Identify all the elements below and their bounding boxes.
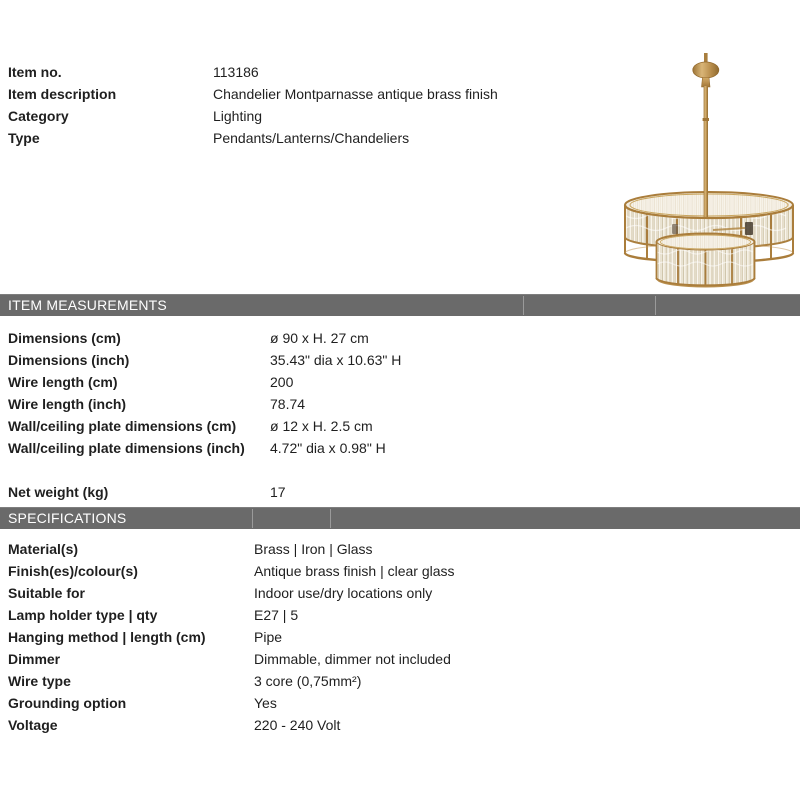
info-label: Item no.	[8, 64, 62, 80]
spec-value: Pipe	[254, 629, 283, 645]
info-label: Item description	[8, 86, 117, 102]
info-label: Type	[8, 130, 40, 146]
spec-row	[0, 714, 800, 736]
spec-label: Dimmer	[8, 651, 61, 667]
spec-label: Finish(es)/colour(s)	[8, 563, 138, 579]
spec-label: Lamp holder type | qty	[8, 607, 158, 623]
spec-value: E27 | 5	[254, 607, 299, 623]
item-measurements-title: ITEM MEASUREMENTS	[8, 297, 167, 313]
info-value: Pendants/Lanterns/Chandeliers	[213, 130, 410, 146]
spec-row	[0, 692, 800, 714]
measurement-row	[0, 415, 800, 437]
spec-value: 3 core (0,75mm²)	[254, 673, 362, 689]
measurement-row	[0, 371, 800, 393]
spec-row	[0, 538, 800, 560]
info-value: Chandelier Montparnasse antique brass finish	[213, 86, 498, 102]
measurement-label: Dimensions (cm)	[8, 330, 121, 346]
spec-row	[0, 560, 800, 582]
specifications-table	[0, 538, 800, 736]
spec-label: Hanging method | length (cm)	[8, 629, 206, 645]
spec-value: Yes	[254, 695, 277, 711]
spec-value: Antique brass finish | clear glass	[254, 563, 455, 579]
spec-value: Dimmable, dimmer not included	[254, 651, 451, 667]
measurement-label: Wall/ceiling plate dimensions (inch)	[8, 440, 245, 456]
spec-row	[0, 648, 800, 670]
measurement-label: Wire length (cm)	[8, 374, 118, 390]
net-weight-row	[0, 481, 800, 503]
info-value: Lighting	[213, 108, 263, 124]
info-value: 113186	[213, 64, 259, 80]
measurement-value: ø 12 x H. 2.5 cm	[270, 418, 373, 434]
header-cell-divider	[655, 296, 656, 315]
measurement-row	[0, 327, 800, 349]
measurement-label: Wall/ceiling plate dimensions (cm)	[8, 418, 237, 434]
spec-label: Wire type	[8, 673, 71, 689]
measurement-value: 78.74	[270, 396, 306, 412]
spec-value: Indoor use/dry locations only	[254, 585, 433, 601]
chandelier-canopy	[693, 53, 719, 87]
item-measurements-header	[0, 294, 800, 316]
measurement-value: 4.72" dia x 0.98" H	[270, 440, 386, 456]
header-cell-divider	[523, 296, 524, 315]
spec-value: Brass | Iron | Glass	[254, 541, 373, 557]
measurement-row	[0, 349, 800, 371]
spec-label: Voltage	[8, 717, 58, 733]
measurements-table	[0, 327, 800, 459]
chandelier-small-drum	[657, 234, 755, 291]
net-weight-label: Net weight (kg)	[8, 484, 109, 500]
measurement-value: ø 90 x H. 27 cm	[270, 330, 369, 346]
measurement-label: Dimensions (inch)	[8, 352, 130, 368]
info-label: Category	[8, 108, 69, 124]
measurement-label: Wire length (inch)	[8, 396, 127, 412]
header-cell-divider	[252, 509, 253, 528]
measurement-value: 35.43" dia x 10.63" H	[270, 352, 402, 368]
net-weight-value: 17	[270, 484, 286, 500]
specifications-title: SPECIFICATIONS	[8, 510, 127, 526]
measurement-row	[0, 437, 800, 459]
spec-row	[0, 670, 800, 692]
net-weight-section	[0, 481, 800, 503]
spec-value: 220 - 240 Volt	[254, 717, 341, 733]
measurement-value: 200	[270, 374, 294, 390]
spec-label: Suitable for	[8, 585, 86, 601]
spec-row	[0, 582, 800, 604]
chandelier-photo	[620, 40, 800, 295]
header-cell-divider	[330, 509, 331, 528]
spec-label: Grounding option	[8, 695, 127, 711]
specifications-header	[0, 507, 800, 529]
spec-row	[0, 604, 800, 626]
spec-row	[0, 626, 800, 648]
measurement-row	[0, 393, 800, 415]
spec-label: Material(s)	[8, 541, 79, 557]
